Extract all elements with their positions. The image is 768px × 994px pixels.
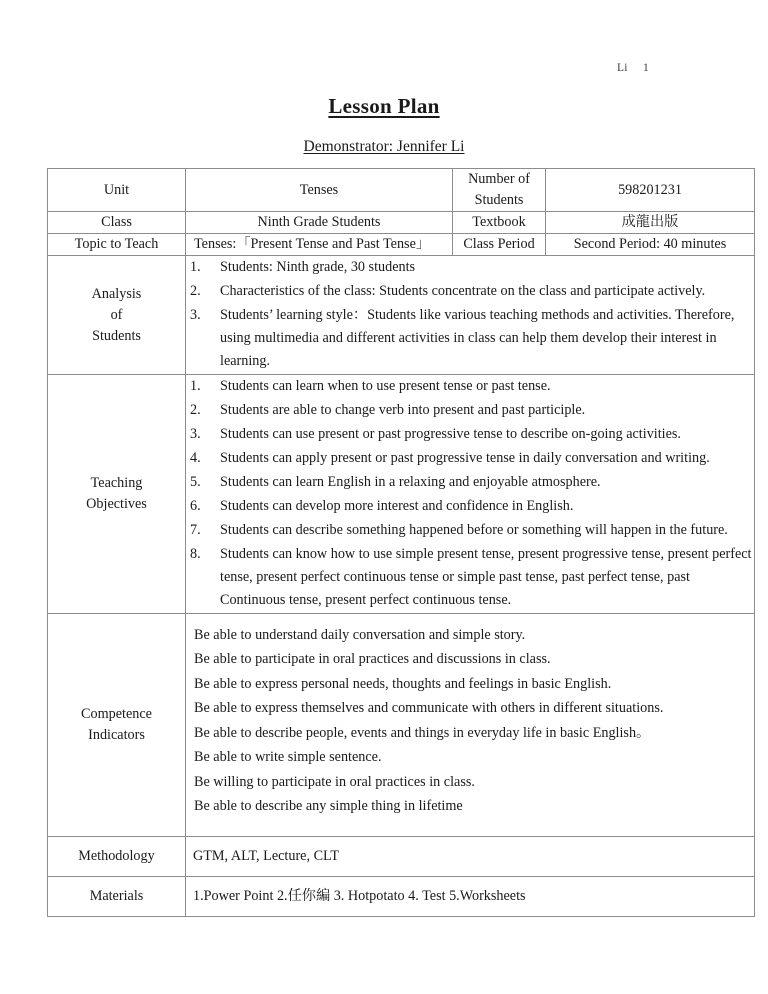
competence-list: [193, 623, 754, 818]
header-page-number: 1: [643, 62, 649, 74]
table-row-unit: [48, 169, 755, 212]
list-item-text: Students can know how to use simple present tense, present progressive tense, present perfect tense, present perfect continuous tense or simple past tense, past perfect tense, past Continuous tense, present perfect continuous tense.: [220, 546, 752, 609]
list-item: Be able to describe any simple thing in lifetime: [194, 798, 463, 815]
cell-class-period-label: Class Period: [453, 234, 546, 256]
cell-objectives-content: [186, 375, 755, 614]
list-item-text: Students can apply present or past progressive tense in daily conversation and writing.: [220, 450, 710, 467]
header-author-name: Li: [617, 62, 628, 74]
table-row-topic: [48, 234, 755, 256]
list-item-text: Students: Ninth grade, 30 students: [220, 259, 416, 276]
cell-class-period-value: Second Period: 40 minutes: [546, 234, 755, 256]
list-item: [186, 280, 754, 303]
table-row-class: [48, 212, 755, 234]
table-row-materials: [48, 877, 755, 917]
lesson-plan-table: [47, 168, 755, 917]
list-item-text: Students can develop more interest and confidence in English.: [220, 498, 574, 515]
page-subtitle-text: Demonstrator: Jennifer Li: [303, 138, 465, 155]
cell-methodology-label: Methodology: [48, 837, 186, 877]
cell-materials-value: 1.Power Point 2.任你編 3. Hotpotato 4. Test 5.Worksheets: [186, 877, 755, 917]
cell-number-of-students-value: 598201231: [546, 169, 755, 212]
list-item: [186, 375, 754, 398]
list-item-text: Students can use present or past progressive tense to describe on-going activities.: [220, 426, 681, 443]
list-item: [186, 399, 754, 422]
cell-number-of-students-label: Number of Students: [453, 169, 546, 212]
cell-competence-content: [186, 614, 755, 837]
cell-class-label: Class: [48, 212, 186, 234]
page-title-text: Lesson Plan: [328, 94, 440, 118]
cell-methodology-value: GTM, ALT, Lecture, CLT: [186, 837, 755, 877]
running-header: [0, 62, 768, 80]
cell-unit-label: Unit: [48, 169, 186, 212]
list-item-number: 3.: [190, 426, 201, 443]
list-item: [186, 471, 754, 494]
list-item: [186, 543, 754, 612]
objectives-label-text: Teaching Objectives: [86, 475, 147, 513]
list-item: Be able to understand daily conversation and simple story.: [194, 627, 526, 644]
cell-textbook-value: 成龍出版: [546, 212, 755, 234]
list-item-text: Students can describe something happened before or something will happen in the future.: [220, 522, 728, 539]
cell-objectives-label: [48, 375, 186, 614]
list-item-number: 3.: [190, 307, 201, 324]
table-row-teaching-objectives: [48, 375, 755, 614]
list-item-text: Students’ learning style：Students like various teaching methods and activities. Therefore, using multimedia and different activities in class can help them develop their interest in learning.: [220, 307, 735, 370]
list-item: Be able to express personal needs, thoughts and feelings in basic English.: [194, 675, 612, 692]
list-item-text: Characteristics of the class: Students concentrate on the class and participate actively.: [220, 283, 706, 300]
list-item-number: 2.: [190, 402, 201, 419]
list-item-number: 2.: [190, 283, 201, 300]
list-item: Be willing to participate in oral practices in class.: [194, 773, 475, 790]
list-item-number: 1.: [190, 259, 201, 276]
list-item-number: 4.: [190, 450, 201, 467]
table-row-competence-indicators: [48, 614, 755, 837]
cell-analysis-label: [48, 256, 186, 375]
list-item-number: 6.: [190, 498, 201, 515]
list-item: [186, 423, 754, 446]
list-item: Be able to write simple sentence.: [194, 749, 382, 766]
list-item: [186, 495, 754, 518]
cell-class-value: Ninth Grade Students: [186, 212, 453, 234]
analysis-label-line1: Analysis of Students: [91, 285, 142, 344]
list-item-text: Students can learn English in a relaxing and enjoyable atmosphere.: [220, 474, 601, 491]
table-row-analysis-of-students: [48, 256, 755, 375]
cell-materials-label: Materials: [48, 877, 186, 917]
list-item-number: 1.: [190, 378, 201, 395]
cell-competence-label: [48, 614, 186, 837]
list-item-number: 7.: [190, 522, 201, 539]
objectives-list: [186, 375, 754, 612]
cell-topic-value: Tenses:「Present Tense and Past Tense」: [186, 234, 453, 256]
list-item: [186, 447, 754, 470]
list-item: [186, 304, 754, 373]
page-subtitle: [0, 138, 768, 156]
list-item-text: Students can learn when to use present tense or past tense.: [220, 378, 551, 395]
table-row-methodology: [48, 837, 755, 877]
competence-label-text: Competence Indicators: [81, 706, 152, 744]
cell-analysis-content: [186, 256, 755, 375]
list-item-number: 5.: [190, 474, 201, 491]
cell-unit-value: Tenses: [186, 169, 453, 212]
list-item-number: 8.: [190, 546, 201, 563]
list-item: Be able to express themselves and communicate with others in different situations.: [194, 700, 664, 717]
list-item: Be able to participate in oral practices and discussions in class.: [194, 651, 551, 668]
list-item: Be able to describe people, events and things in everyday life in basic English。: [194, 724, 651, 741]
list-item: [186, 519, 754, 542]
cell-textbook-label: Textbook: [453, 212, 546, 234]
analysis-list: [186, 256, 754, 373]
list-item-text: Students are able to change verb into present and past participle.: [220, 402, 586, 419]
page-title: [0, 94, 768, 119]
list-item: [186, 256, 754, 279]
cell-topic-label: Topic to Teach: [48, 234, 186, 256]
